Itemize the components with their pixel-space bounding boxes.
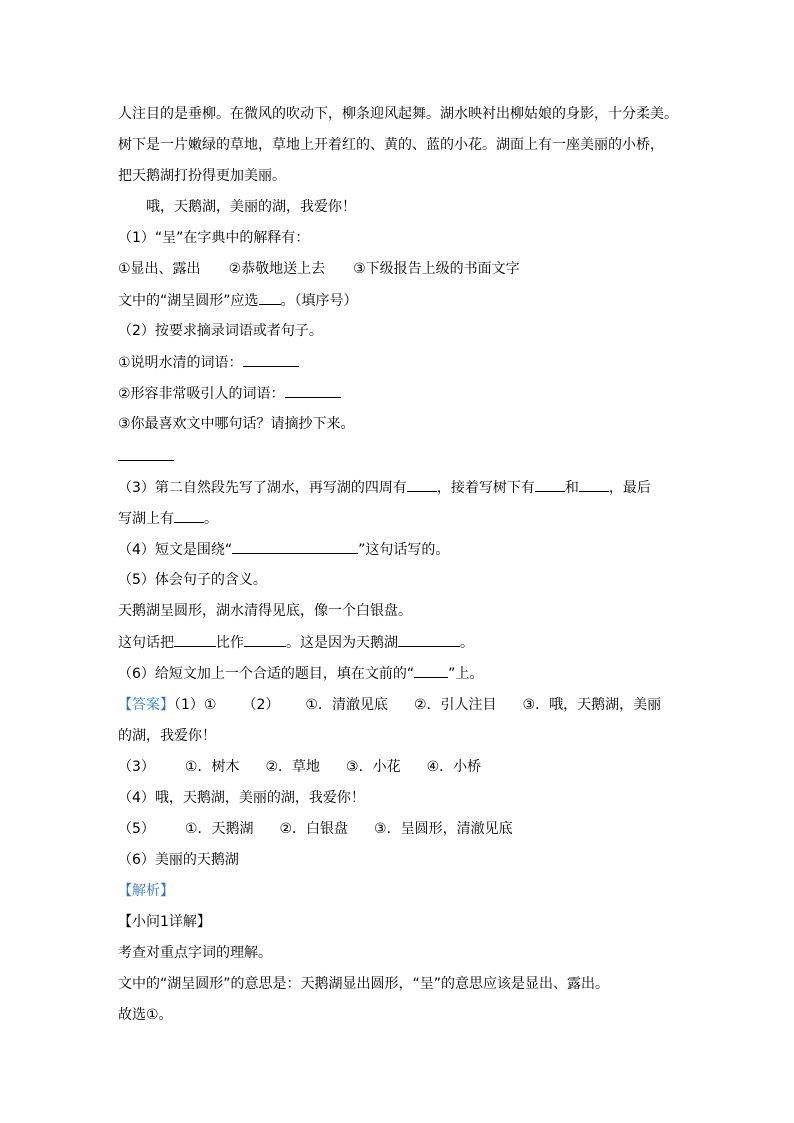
question-5-ask: 这句话把 比作 。这是因为天鹅湖 。 xyxy=(118,632,474,652)
answer-label: 【答案】 xyxy=(118,697,174,713)
question-2-sub-3: ③你最喜欢文中哪句话？请摘抄下来。 xyxy=(118,416,355,432)
answer-row-1: 【答案】（1）① （2） ①．清澈见底 ②．引人注目 ③．哦，天鹅湖，美丽 xyxy=(118,697,662,713)
answer-blank xyxy=(259,290,281,305)
passage-closing: 哦，天鹅湖，美丽的湖，我爱你！ xyxy=(146,199,356,215)
answer-blank xyxy=(285,383,341,398)
answer-row-1-cont: 的湖，我爱你！ xyxy=(118,728,216,744)
passage-line: 树下是一片嫩绿的草地，草地上开着红的、黄的、蓝的小花。湖面上有一座美丽的小桥， xyxy=(118,137,664,153)
answer-row-6: （6）美丽的天鹅湖 xyxy=(118,852,239,868)
answer-blank xyxy=(118,446,174,461)
question-5-sentence: 天鹅湖呈圆形，湖水清得见底，像一个白银盘。 xyxy=(118,603,412,619)
option-3: ③下级报告上级的书面文字 xyxy=(353,261,520,277)
option-1: ①显出、露出 xyxy=(118,261,201,277)
option-2: ②恭敬地送上去 xyxy=(228,261,326,277)
question-1-title: （1）“呈”在字典中的解释有： xyxy=(118,230,310,246)
answer-row-4: （4）哦，天鹅湖，美丽的湖，我爱你！ xyxy=(118,790,365,806)
analysis-paragraph: 考查对重点字词的理解。 xyxy=(118,945,272,961)
answer-blank xyxy=(232,539,358,554)
answer-row-5: （5） ①．天鹅湖 ②．白银盘 ③．呈圆形，清澈见底 xyxy=(118,821,513,837)
answer-blank xyxy=(398,632,460,647)
answer-blank xyxy=(535,477,565,492)
question-1-ask: 文中的“湖呈圆形”应选 。（填序号） xyxy=(118,290,358,310)
analysis-paragraph: 文中的“湖呈圆形”的意思是：天鹅湖显出圆形，“呈”的意思应该是显出、露出。 xyxy=(118,976,610,992)
answer-blank xyxy=(407,477,437,492)
answer-row-3: （3） ①．树木 ②．草地 ③．小花 ④．小桥 xyxy=(118,759,482,775)
question-2-sub-1: ①说明水清的词语： xyxy=(118,352,299,372)
analysis-subheading: 【小问1详解】 xyxy=(118,914,211,930)
answer-blank xyxy=(244,632,286,647)
question-6: （6）给短文加上一个合适的题目，填在文前的“ ”上。 xyxy=(118,663,483,683)
answer-blank xyxy=(174,632,216,647)
passage-line: 把天鹅湖打扮得更加美丽。 xyxy=(118,168,286,184)
question-4: （4）短文是围绕“ ”这句话写的。 xyxy=(118,539,449,559)
question-1-options xyxy=(118,259,520,279)
passage-line: 人注目的是垂柳。在微风的吹动下，柳条迎风起舞。湖水映衬出柳姑娘的身影，十分柔美。 xyxy=(118,106,678,122)
answer-blank xyxy=(414,663,448,678)
question-3-cont: 写湖上有 。 xyxy=(118,508,218,528)
question-2-answer-line xyxy=(118,446,174,466)
analysis-conclusion: 故选①。 xyxy=(118,1007,173,1023)
question-2-title: （2）按要求摘录词语或者句子。 xyxy=(118,323,323,339)
question-2-sub-2: ②形容非常吸引人的词语： xyxy=(118,383,341,403)
answer-blank xyxy=(243,352,299,367)
question-3: （3）第二自然段先写了湖水，再写湖的四周有 ，接着写树下有 和 ，最后 xyxy=(118,477,651,497)
answer-blank xyxy=(579,477,609,492)
analysis-label: 【解析】 xyxy=(118,883,174,899)
answer-blank xyxy=(174,508,204,523)
question-5-title: （5）体会句子的含义。 xyxy=(118,572,267,588)
